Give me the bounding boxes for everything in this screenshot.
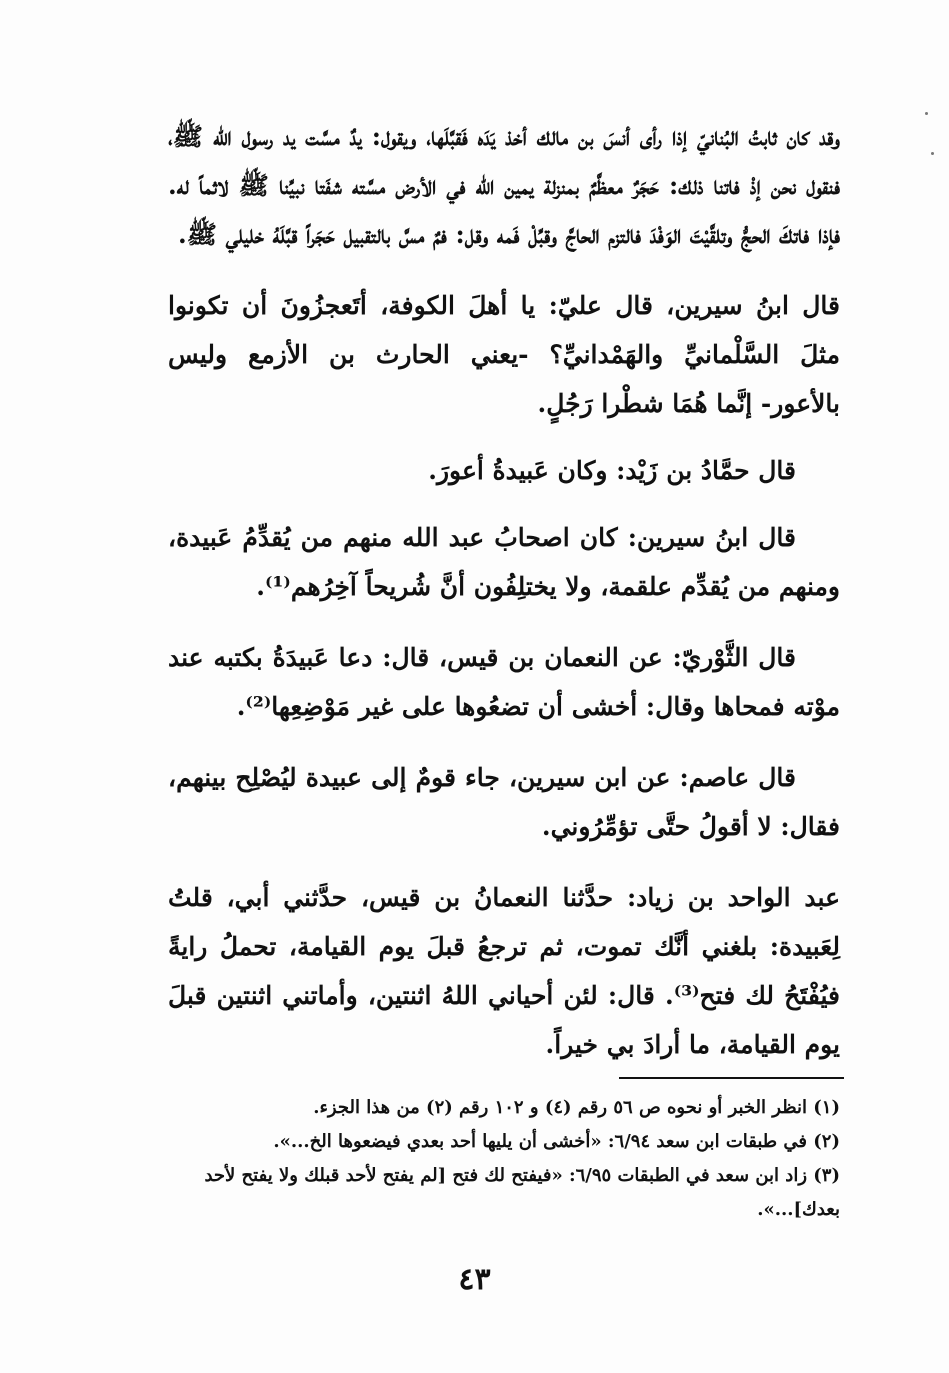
paragraph-ibn-sirin-companions: قال ابنُ سيرين: كان اصحابُ عبد الله منهم من يُقدِّمُ عَبيدة، ومنهم من يُقدِّم علقمة، ولا يختلِفُون أنَّ شُريحاً آخِرُهم⁽¹⁾. bbox=[168, 523, 840, 601]
scan-speck bbox=[931, 152, 934, 155]
page-number: ٤٣ bbox=[458, 1262, 491, 1297]
footnote-3: (٣) زاد ابن سعد في الطبقات ٦/٩٥: «فيفتح لك فتح [لم يفتح لأحد قبلك ولا يفتح لأحد بعدك]...». bbox=[204, 1165, 840, 1220]
scan-speck bbox=[925, 112, 928, 115]
paragraph-thawri: قال الثَّوْريّ: عن النعمان بن قيس، قال: دعا عَبيدَةُ بكتبه عند موْته فمحاها وقال: أخشى أن تضعُوها على غير مَوْضِعِها⁽²⁾. bbox=[168, 643, 840, 721]
footnote-1: (١) انظر الخبر أو نحوه ص ٥٦ رقم (٤) و ١٠٢ رقم (٢) من هذا الجزء. bbox=[313, 1097, 840, 1118]
paragraph-abdulwahid: عبد الواحد بن زياد: حدَّثنا النعمانُ بن قيس، حدَّثني أبي، قلتُ لِعَبيدة: بلغني أنَّك تموت، ثم ترجعُ قبلَ يوم القيامة، تحملُ رايةً فيُفْتَحُ لك فتح⁽³⁾. قال: لئن أحياني اللهُ اثنتين، وأماتني اثنتين قبلَ يوم القيامة، ما أرادَ بي خيراً. bbox=[168, 883, 840, 1059]
footnote-separator bbox=[619, 1077, 844, 1079]
main-text bbox=[168, 112, 840, 1091]
paragraph-asim: قال عاصم: عن ابن سيرين، جاء قومٌ إلى عبيدة ليُصْلِح بينهم، فقال: لا أقولُ حتَّى تؤمِّرُوني. bbox=[168, 763, 840, 841]
paragraph-ali-kufa: قال ابنُ سيرين، قال عليّ: يا أهلَ الكوفة، أتَعجزُونَ أن تكونوا مثلَ السَّلْمانيِّ والهَمْدانيِّ؟ -يعني الحارث بن الأزمع وليس بالأعور- إنَّما هُمَا شطْرا رَجُلٍ. bbox=[168, 291, 840, 418]
footnote-2: (٢) في طبقات ابن سعد ٦/٩٤: «أخشى أن يليها أحد بعدي فيضعوها الخ...». bbox=[273, 1131, 840, 1152]
paragraph-hammad: قال حمَّادُ بن زَيْد: وكان عَبيدةُ أعورَ. bbox=[428, 456, 796, 485]
paragraph-thabit: وقد كان ثابتُ البُنانيّ إذا رأى أنسَ بن مالك أخذ يَدَه فَقبَّلَها، ويقول: يدٌ مسَّت يد رسول الله ﷺ، فنقول نحن إذْ فاتنا ذلك: حَجَرٌ معظَّمٌ بمنزلة يمين الله في الأرض مسَّته شفَتا نبيِّنا ﷺ لاثماً له. فإذا فاتكَ الحجُّ وتلقَّيْتَ الوَفْدَ فالتزم الحاجَّ وقبِّلْ فَمه وقل: فمٌ مسَّ بالتقبيل حَجَراً قبَّلَهُ خليلي ﷺ. bbox=[168, 122, 840, 249]
footnotes bbox=[168, 1091, 840, 1227]
